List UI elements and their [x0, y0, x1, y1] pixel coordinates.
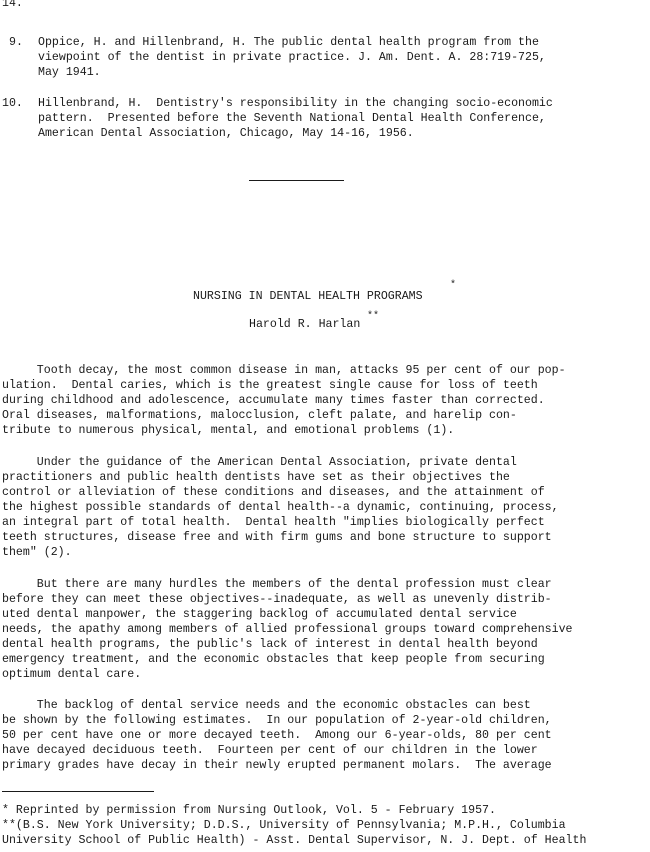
footnote-divider [2, 791, 154, 792]
reference-number: 10. [2, 97, 23, 110]
paragraph-line: the highest possible standards of dental health--a dynamic, continuing, process, [2, 501, 559, 514]
paragraph-line: Oral diseases, malformations, malocclusion, cleft palate, and harelip con- [2, 409, 517, 422]
paragraph-line: before they can meet these objectives--inadequate, as well as unevenly distrib- [2, 593, 552, 606]
reference-line: pattern. Presented before the Seventh National Dental Health Conference, [38, 112, 546, 125]
footnote-line: * Reprinted by permission from Nursing Outlook, Vol. 5 - February 1957. [2, 804, 496, 817]
paragraph-line: The backlog of dental service needs and the economic obstacles can best [2, 699, 531, 712]
paragraph-line: optimum dental care. [2, 668, 142, 681]
paragraph-line: during childhood and adolescence, accumulate many times faster than corrected. [2, 394, 545, 407]
article-title: NURSING IN DENTAL HEALTH PROGRAMS [193, 290, 423, 303]
paragraph-line: Tooth decay, the most common disease in man, attacks 95 per cent of our pop- [2, 364, 566, 377]
paragraph-line: But there are many hurdles the members of the dental profession must clear [2, 578, 552, 591]
footnote-line: **(B.S. New York University; D.D.S., University of Pennsylvania; M.P.H., Columbia [2, 819, 566, 832]
paragraph-line: them" (2). [2, 546, 72, 559]
reference-line: viewpoint of the dentist in private practice. J. Am. Dent. A. 28:719-725, [38, 51, 546, 64]
reference-number: 9. [9, 36, 23, 49]
section-divider [249, 180, 344, 181]
paragraph-line: have decayed deciduous teeth. Fourteen per cent of our children in the lower [2, 744, 538, 757]
reference-line: American Dental Association, Chicago, May 14-16, 1956. [38, 127, 414, 140]
paragraph-line: tribute to numerous physical, mental, and emotional problems (1). [2, 424, 455, 437]
article-author: Harold R. Harlan [249, 318, 361, 331]
paragraph-line: ulation. Dental caries, which is the greatest single cause for loss of teeth [2, 379, 538, 392]
author-footnote-marker: ** [367, 311, 380, 322]
paragraph-line: an integral part of total health. Dental health "implies biologically perfect [2, 516, 545, 529]
paragraph-line: 50 per cent have one or more decayed teeth. Among our 6-year-olds, 80 per cent [2, 729, 552, 742]
paragraph-line: uted dental manpower, the staggering backlog of accumulated dental service [2, 608, 517, 621]
page-number: 14. [2, 0, 23, 10]
title-footnote-marker: * [450, 280, 457, 291]
paragraph-line: practitioners and public health dentists have set as their objectives the [2, 471, 510, 484]
paragraph-line: control or alleviation of these conditions and diseases, and the attainment of [2, 486, 545, 499]
paragraph-line: be shown by the following estimates. In our population of 2-year-old children, [2, 714, 552, 727]
footnote-line: University School of Public Health) - Asst. Dental Supervisor, N. J. Dept. of Health [2, 834, 587, 847]
reference-line: Oppice, H. and Hillenbrand, H. The public dental health program from the [38, 36, 539, 49]
paragraph-line: primary grades have decay in their newly erupted permanent molars. The average [2, 759, 552, 772]
paragraph-line: teeth structures, disease free and with firm gums and bone structure to support [2, 531, 552, 544]
paragraph-line: emergency treatment, and the economic obstacles that keep people from securing [2, 653, 545, 666]
reference-line: May 1941. [38, 66, 101, 79]
reference-line: Hillenbrand, H. Dentistry's responsibility in the changing socio-economic [38, 97, 553, 110]
paragraph-line: Under the guidance of the American Dental Association, private dental [2, 456, 517, 469]
paragraph-line: dental health programs, the public's lack of interest in dental health beyond [2, 638, 538, 651]
paragraph-line: needs, the apathy among members of allied professional groups toward comprehensive [2, 623, 573, 636]
